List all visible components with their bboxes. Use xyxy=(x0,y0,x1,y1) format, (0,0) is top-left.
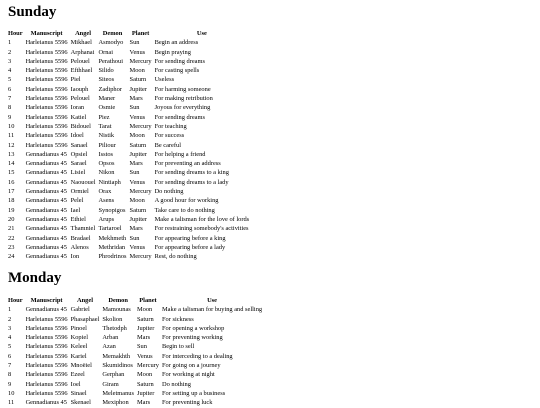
use-cell: Take care to do nothing xyxy=(154,206,215,214)
use-cell: Begin to sell xyxy=(161,343,195,351)
use-cell: Rest, do nothing xyxy=(154,253,197,261)
table-row xyxy=(8,150,251,159)
manuscript-cell: Gennadianus 45 xyxy=(25,188,67,196)
table-row xyxy=(8,333,264,342)
table-row xyxy=(8,370,264,379)
demon-cell: Ornai xyxy=(98,48,114,56)
angel-cell: Ioran xyxy=(70,104,85,112)
planet-cell: Mercury xyxy=(129,57,152,65)
angel-cell: Pelouel xyxy=(70,95,90,103)
demon-cell: Giram xyxy=(102,380,119,388)
column-header-planet: Planet xyxy=(139,297,157,304)
manuscript-cell: Harleianus 5596 xyxy=(25,122,68,130)
angel-cell: Thamniel xyxy=(70,225,96,233)
use-cell: For working at night xyxy=(161,371,215,379)
use-cell: For sending dreams to a king xyxy=(154,169,229,177)
use-cell: Begin praying xyxy=(154,48,191,56)
table-row xyxy=(8,122,251,131)
demon-cell: Osmie xyxy=(98,104,116,112)
demon-cell: Nintiaph xyxy=(98,178,121,186)
table-header-row xyxy=(8,296,264,305)
monday-table-body xyxy=(8,305,264,407)
angel-cell: Mnoёiel xyxy=(70,362,92,370)
manuscript-cell: Harleianus 5596 xyxy=(25,104,68,112)
hour-cell: 2 xyxy=(8,315,12,323)
angel-cell: Ezeel xyxy=(70,371,85,379)
table-row xyxy=(8,103,251,112)
table-row xyxy=(8,342,264,351)
use-cell: Joyous for everything xyxy=(154,104,211,112)
table-row xyxy=(8,113,251,122)
table-row xyxy=(8,66,251,75)
planet-cell: Venus xyxy=(136,352,153,360)
demon-cell: Arups xyxy=(98,215,115,223)
manuscript-cell: Harleianus 5596 xyxy=(25,85,68,93)
hour-cell: 18 xyxy=(8,197,15,205)
table-header-row xyxy=(8,29,251,38)
planet-cell: Jupiter xyxy=(136,389,155,397)
sunday-heading: Sunday xyxy=(8,4,57,20)
demon-cell: Memakhth xyxy=(102,352,131,360)
planet-cell: Sun xyxy=(136,343,147,351)
demon-cell: Isstos xyxy=(98,150,114,158)
angel-cell: Idoel xyxy=(70,132,84,140)
planet-cell: Moon xyxy=(136,306,153,314)
use-cell: For opening a workshop xyxy=(161,324,225,332)
manuscript-cell: Gennadianus 45 xyxy=(25,206,67,214)
angel-cell: Skenael xyxy=(70,399,91,407)
table-row xyxy=(8,324,264,333)
hour-cell: 11 xyxy=(8,399,15,407)
planet-cell: Mars xyxy=(129,160,143,168)
use-cell: For teaching xyxy=(154,122,187,130)
angel-cell: Piel xyxy=(70,76,81,84)
manuscript-cell: Gennadianus 45 xyxy=(25,178,67,186)
table-row xyxy=(8,94,251,103)
angel-cell: Opsiel xyxy=(70,150,88,158)
planet-cell: Mars xyxy=(136,399,151,407)
table-row xyxy=(8,196,251,205)
angel-cell: Ion xyxy=(70,253,80,261)
angel-cell: Lisiel xyxy=(70,169,86,177)
hour-cell: 10 xyxy=(8,122,15,130)
hour-cell: 7 xyxy=(8,362,12,370)
manuscript-cell: Harleianus 5596 xyxy=(25,315,68,323)
use-cell: For success xyxy=(154,132,185,140)
column-header-demon: Demon xyxy=(108,297,128,304)
use-cell: For casting spells xyxy=(154,67,200,75)
demon-cell: Tarat xyxy=(98,122,112,130)
hour-cell: 10 xyxy=(8,389,15,397)
demon-cell: Piez xyxy=(98,113,110,121)
manuscript-cell: Gennadianus 45 xyxy=(25,306,67,314)
monday-section xyxy=(4,269,264,408)
table-row xyxy=(8,252,251,261)
use-cell: Begin an address xyxy=(154,39,199,47)
column-header-hour: Hour xyxy=(8,30,23,37)
use-cell: For appearing before a lady xyxy=(154,243,226,251)
planet-cell: Mercury xyxy=(136,362,159,370)
column-header-demon: Demon xyxy=(102,30,123,37)
hour-cell: 3 xyxy=(8,324,12,332)
planet-cell: Moon xyxy=(136,371,153,379)
manuscript-cell: Harleianus 5596 xyxy=(25,324,68,332)
angel-cell: Kariel xyxy=(70,352,87,360)
planet-cell: Jupiter xyxy=(136,324,155,332)
demon-cell: Asens xyxy=(98,197,115,205)
hour-cell: 9 xyxy=(8,380,12,388)
manuscript-cell: Gennadianus 45 xyxy=(25,215,67,223)
manuscript-cell: Harleianus 5596 xyxy=(25,389,68,397)
manuscript-cell: Harleianus 5596 xyxy=(25,57,68,65)
use-cell: Useless xyxy=(154,76,175,84)
demon-cell: Asmodyo xyxy=(98,39,124,47)
angel-cell: Iael xyxy=(70,206,81,214)
demon-cell: Methridan xyxy=(98,243,126,251)
use-cell: Make a talisman for the love of lords xyxy=(154,215,250,223)
hour-cell: 2 xyxy=(8,48,12,56)
planet-cell: Jupiter xyxy=(129,215,147,223)
manuscript-cell: Gennadianus 45 xyxy=(25,253,67,261)
hour-cell: 17 xyxy=(8,188,15,196)
hour-cell: 11 xyxy=(8,132,15,140)
table-row xyxy=(8,38,251,47)
angel-cell: Arphanai xyxy=(70,48,95,56)
demon-cell: Meletmanus xyxy=(102,389,134,397)
manuscript-cell: Gennadianus 45 xyxy=(25,399,67,407)
hour-cell: 7 xyxy=(8,95,12,103)
hour-cell: 5 xyxy=(8,76,12,84)
hour-cell: 21 xyxy=(8,225,15,233)
sunday-section xyxy=(4,3,251,261)
table-row xyxy=(8,315,264,324)
hour-cell: 20 xyxy=(8,215,15,223)
manuscript-cell: Harleianus 5596 xyxy=(25,141,68,149)
planet-cell: Sun xyxy=(129,104,140,112)
hour-cell: 3 xyxy=(8,57,12,65)
table-row xyxy=(8,168,251,177)
manuscript-cell: Gennadianus 45 xyxy=(25,197,67,205)
demon-cell: Siteos xyxy=(98,76,115,84)
manuscript-cell: Harleianus 5596 xyxy=(25,371,68,379)
angel-cell: Sinael xyxy=(70,389,87,397)
hour-cell: 8 xyxy=(8,104,12,112)
table-row xyxy=(8,159,251,168)
angel-cell: Alenos xyxy=(70,243,89,251)
manuscript-cell: Harleianus 5596 xyxy=(25,76,68,84)
angel-cell: Mikhael xyxy=(70,39,92,47)
planet-cell: Saturn xyxy=(129,141,147,149)
table-row xyxy=(8,187,251,196)
demon-cell: Synopigos xyxy=(98,206,126,214)
use-cell: Make a talisman for buying and selling xyxy=(161,306,263,314)
use-cell: For sickness xyxy=(161,315,194,323)
demon-cell: Mekhmeth xyxy=(98,234,127,242)
column-header-angel: Angel xyxy=(75,30,92,37)
sunday-table xyxy=(8,29,251,261)
use-cell: For preventing an address xyxy=(154,160,221,168)
hour-cell: 1 xyxy=(8,306,12,314)
manuscript-cell: Harleianus 5596 xyxy=(25,343,68,351)
use-cell: For interceding to a dealing xyxy=(161,352,233,360)
use-cell: For helping a friend xyxy=(154,150,206,158)
table-row xyxy=(8,57,251,66)
demon-cell: Gerphan xyxy=(102,371,125,379)
planet-cell: Saturn xyxy=(136,315,154,323)
hour-cell: 5 xyxy=(8,343,12,351)
use-cell: Do nothing xyxy=(154,188,184,196)
column-header-manuscript: Manuscript xyxy=(30,30,63,37)
demon-cell: Arban xyxy=(102,334,119,342)
hour-cell: 9 xyxy=(8,113,12,121)
use-cell: For making retribution xyxy=(154,95,213,103)
table-row xyxy=(8,75,251,84)
demon-cell: Nikon xyxy=(98,169,115,177)
angel-cell: Pelouel xyxy=(70,57,90,65)
table-row xyxy=(8,305,264,314)
manuscript-cell: Harleianus 5596 xyxy=(25,48,68,56)
use-cell: Do nothing xyxy=(161,380,191,388)
hour-cell: 1 xyxy=(8,39,12,47)
angel-cell: Keleel xyxy=(70,343,88,351)
table-row xyxy=(8,206,251,215)
angel-cell: Bidouel xyxy=(70,122,91,130)
column-header-manuscript: Manuscript xyxy=(30,297,63,304)
planet-cell: Moon xyxy=(129,132,145,140)
angel-cell: Efthhael xyxy=(70,67,93,75)
angel-cell: Gabriel xyxy=(70,306,90,314)
table-row xyxy=(8,85,251,94)
table-row xyxy=(8,389,264,398)
hour-cell: 23 xyxy=(8,243,15,251)
monday-heading: Monday xyxy=(8,270,62,286)
angel-cell: Iaouph xyxy=(70,85,89,93)
table-row xyxy=(8,224,251,233)
planet-cell: Mars xyxy=(129,225,143,233)
demon-cell: Mexiphon xyxy=(102,399,129,407)
use-cell: For sending dreams to a lady xyxy=(154,178,229,186)
table-row xyxy=(8,141,251,150)
planet-cell: Jupiter xyxy=(129,150,147,158)
planet-cell: Venus xyxy=(129,113,146,121)
demon-cell: Perathoui xyxy=(98,57,123,65)
hour-cell: 14 xyxy=(8,160,15,168)
planet-cell: Venus xyxy=(129,48,146,56)
demon-cell: Nistik xyxy=(98,132,115,140)
angel-cell: Ormiel xyxy=(70,188,89,196)
table-row xyxy=(8,380,264,389)
planet-cell: Sun xyxy=(129,234,140,242)
manuscript-cell: Harleianus 5596 xyxy=(25,39,68,47)
table-row xyxy=(8,352,264,361)
manuscript-cell: Harleianus 5596 xyxy=(25,362,68,370)
planet-cell: Saturn xyxy=(136,380,154,388)
hour-cell: 12 xyxy=(8,141,15,149)
hour-cell: 22 xyxy=(8,234,15,242)
use-cell: For going on a journey xyxy=(161,362,221,370)
planet-cell: Mercury xyxy=(129,253,152,261)
hour-cell: 16 xyxy=(8,178,15,186)
use-cell: For sending dreams xyxy=(154,57,205,65)
demon-cell: Zadiphor xyxy=(98,85,122,93)
hour-cell: 4 xyxy=(8,67,12,75)
demon-cell: Skumidinos xyxy=(102,362,133,370)
demon-cell: Mamounas xyxy=(102,306,131,314)
use-cell: A good hour for working xyxy=(154,197,219,205)
planet-cell: Sun xyxy=(129,39,140,47)
demon-cell: Skolion xyxy=(102,315,123,323)
manuscript-cell: Gennadianus 45 xyxy=(25,160,67,168)
use-cell: For appearing before a king xyxy=(154,234,226,242)
angel-cell: Phasaphael xyxy=(70,315,100,323)
planet-cell: Moon xyxy=(129,197,145,205)
use-cell: For restraining somebody's activities xyxy=(154,225,249,233)
planet-cell: Saturn xyxy=(129,206,147,214)
monday-table xyxy=(8,296,264,408)
angel-cell: Sanael xyxy=(70,141,88,149)
hour-cell: 8 xyxy=(8,371,12,379)
manuscript-cell: Gennadianus 45 xyxy=(25,225,67,233)
planet-cell: Venus xyxy=(129,178,146,186)
hour-cell: 6 xyxy=(8,352,12,360)
manuscript-cell: Gennadianus 45 xyxy=(25,169,67,177)
sunday-table-body xyxy=(8,38,251,261)
demon-cell: Thetodph xyxy=(102,324,127,332)
use-cell: Be careful xyxy=(154,141,181,149)
planet-cell: Saturn xyxy=(129,76,147,84)
table-row xyxy=(8,361,264,370)
hour-cell: 15 xyxy=(8,169,15,177)
table-row xyxy=(8,215,251,224)
manuscript-cell: Harleianus 5596 xyxy=(25,132,68,140)
demon-cell: Piliour xyxy=(98,141,116,149)
table-row xyxy=(8,48,251,57)
manuscript-cell: Gennadianus 45 xyxy=(25,243,67,251)
demon-cell: Maner xyxy=(98,95,116,103)
angel-cell: Katiel xyxy=(70,113,87,121)
use-cell: For sending dreams xyxy=(154,113,205,121)
hour-cell: 4 xyxy=(8,334,12,342)
hour-cell: 13 xyxy=(8,150,15,158)
use-cell: For harming someone xyxy=(154,85,211,93)
use-cell: For preventing working xyxy=(161,334,223,342)
manuscript-cell: Gennadianus 45 xyxy=(25,234,67,242)
column-header-use: Use xyxy=(196,30,207,37)
column-header-planet: Planet xyxy=(131,30,150,37)
use-cell: For setting up a business xyxy=(161,389,226,397)
planet-cell: Jupiter xyxy=(129,85,147,93)
angel-cell: Bradael xyxy=(70,234,91,242)
angel-cell: Sarael xyxy=(70,160,87,168)
hour-cell: 24 xyxy=(8,253,15,261)
manuscript-cell: Harleianus 5596 xyxy=(25,67,68,75)
demon-cell: Tartaroel xyxy=(98,225,122,233)
planet-cell: Sun xyxy=(129,169,140,177)
manuscript-cell: Harleianus 5596 xyxy=(25,352,68,360)
hour-cell: 6 xyxy=(8,85,12,93)
angel-cell: Ethiel xyxy=(70,215,86,223)
manuscript-cell: Harleianus 5596 xyxy=(25,113,68,121)
table-row xyxy=(8,234,251,243)
manuscript-cell: Gennadianus 45 xyxy=(25,150,67,158)
column-header-use: Use xyxy=(207,297,218,304)
angel-cell: Pinoel xyxy=(70,324,87,332)
column-header-hour: Hour xyxy=(8,297,23,304)
angel-cell: Naououel xyxy=(70,178,96,186)
hour-cell: 19 xyxy=(8,206,15,214)
use-cell: For preventing luck xyxy=(161,399,213,407)
angel-cell: Ioel xyxy=(70,380,81,388)
planet-cell: Venus xyxy=(129,243,146,251)
demon-cell: Azan xyxy=(102,343,116,351)
planet-cell: Mercury xyxy=(129,122,152,130)
table-row xyxy=(8,398,264,407)
table-row xyxy=(8,243,251,252)
manuscript-cell: Harleianus 5596 xyxy=(25,95,68,103)
table-row xyxy=(8,131,251,140)
planet-cell: Mars xyxy=(136,334,151,342)
demon-cell: Orax xyxy=(98,188,112,196)
planet-cell: Mercury xyxy=(129,188,152,196)
column-header-angel: Angel xyxy=(77,297,93,304)
angel-cell: Pelel xyxy=(70,197,84,205)
demon-cell: Silido xyxy=(98,67,114,75)
table-row xyxy=(8,178,251,187)
planet-cell: Moon xyxy=(129,67,145,75)
demon-cell: Opsos xyxy=(98,160,115,168)
manuscript-cell: Harleianus 5596 xyxy=(25,334,68,342)
planet-cell: Mars xyxy=(129,95,143,103)
demon-cell: Phrodrinos xyxy=(98,253,127,261)
angel-cell: Kopiel xyxy=(70,334,89,342)
manuscript-cell: Harleianus 5596 xyxy=(25,380,68,388)
